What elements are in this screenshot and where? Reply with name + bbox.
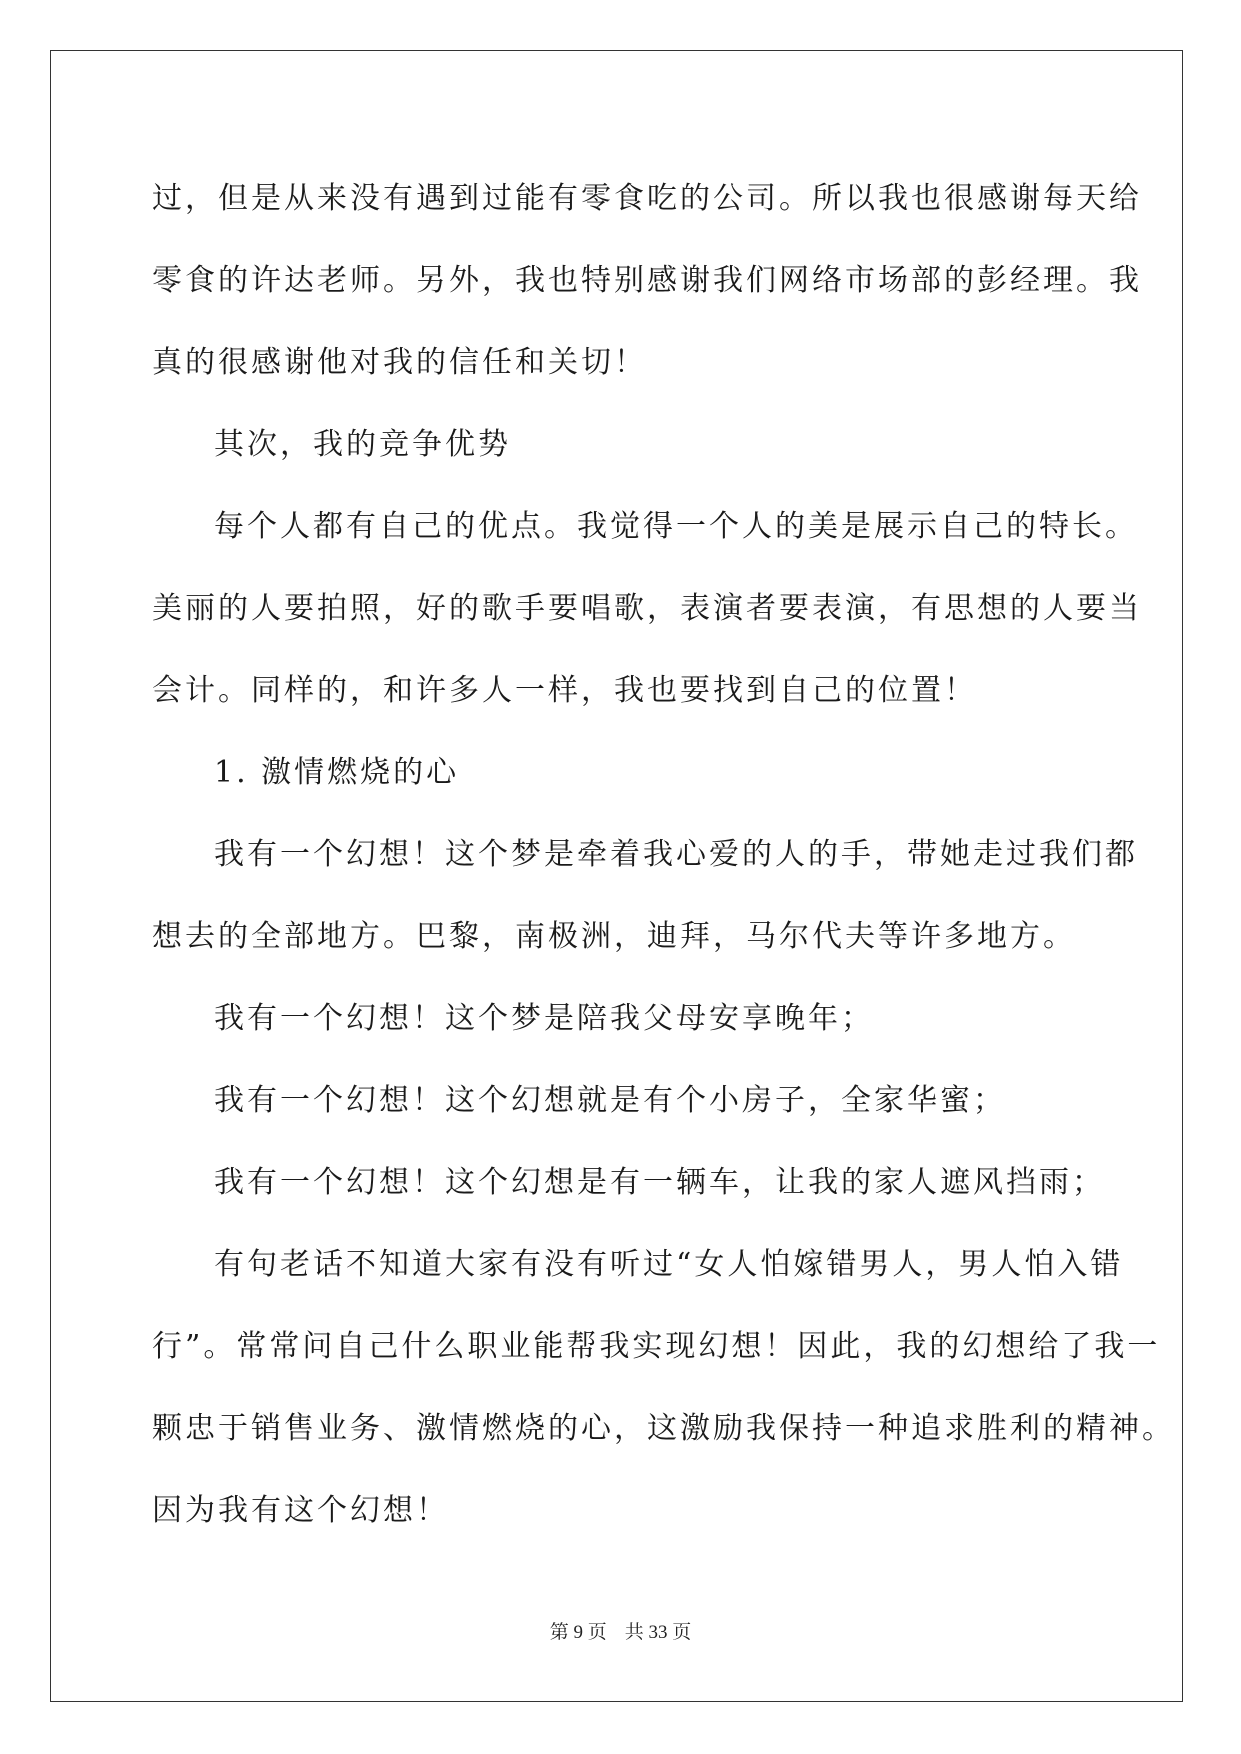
text-line: 颗忠于销售业务、激情燃烧的心，这激励我保持一种追求胜利的精神。	[152, 1411, 1175, 1446]
page-total: 共 33 页	[624, 1622, 692, 1643]
document-body	[152, 158, 1175, 1552]
text-line: 过，但是从来没有遇到过能有零食吃的公司。所以我也很感谢每天给	[152, 181, 1142, 216]
text-line: 有句老话不知道大家有没有听过“女人怕嫁错男人，男人怕入错	[214, 1247, 1124, 1282]
text-line: 美丽的人要拍照，好的歌手要唱歌，表演者要表演，有思想的人要当	[152, 591, 1142, 626]
text-line: 因为我有这个幻想！	[152, 1493, 449, 1528]
text-line: 零食的许达老师。另外，我也特别感谢我们网络市场部的彭经理。我	[152, 263, 1142, 298]
text-line: 真的很感谢他对我的信任和关切！	[152, 345, 647, 380]
text-line: 我有一个幻想！这个幻想是有一辆车，让我的家人遮风挡雨；	[214, 1165, 1105, 1200]
subsection-heading: 1. 激情燃烧的心	[214, 755, 460, 790]
text-line: 我有一个幻想！这个梦是陪我父母安享晚年；	[214, 1001, 874, 1036]
section-heading: 其次，我的竞争优势	[214, 427, 511, 462]
text-line: 我有一个幻想！这个梦是牵着我心爱的人的手，带她走过我们都	[214, 837, 1138, 872]
page-number: 第 9 页	[549, 1622, 607, 1643]
page-footer	[0, 1617, 1241, 1644]
text-line: 我有一个幻想！这个幻想就是有个小房子，全家华蜜；	[214, 1083, 1006, 1118]
text-line: 想去的全部地方。巴黎，南极洲，迪拜，马尔代夫等许多地方。	[152, 919, 1076, 954]
text-line: 会计。同样的，和许多人一样，我也要找到自己的位置！	[152, 673, 977, 708]
text-line: 行”。常常问自己什么职业能帮我实现幻想！因此，我的幻想给了我一	[152, 1329, 1161, 1364]
text-line: 每个人都有自己的优点。我觉得一个人的美是展示自己的特长。	[214, 509, 1138, 544]
